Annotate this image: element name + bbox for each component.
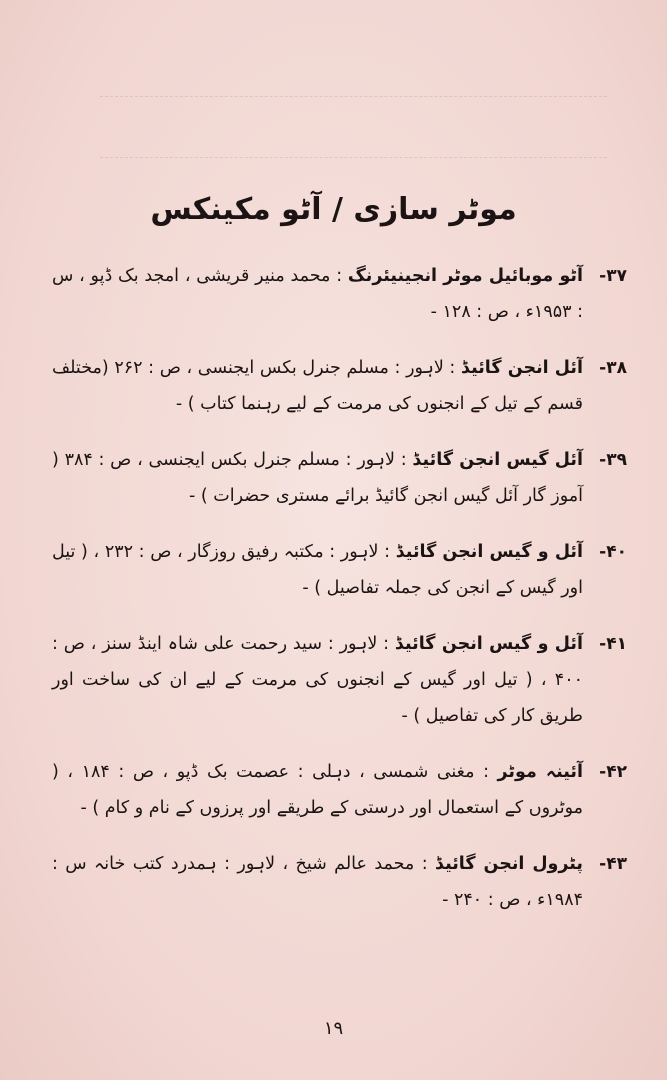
list-item xyxy=(52,626,627,734)
list-item xyxy=(52,534,627,606)
entry-details: : لاہور : سید رحمت علی شاہ اینڈ سنز ، ص : ۴۰۰ ، ( تیل اور گیس کے انجنوں کی مرمت کے لیے ان کی ساخت اور طریق کار کی تفاصیل ) - xyxy=(52,634,583,726)
entry-details: : محمد عالم شیخ ، لاہور : ہمدرد کتب خانہ س : ۱۹۸۴ء ، ص : ۲۴۰ - xyxy=(52,854,583,910)
entry-number: ۴۱- xyxy=(599,634,627,654)
entry-number: ۳۹- xyxy=(599,450,627,470)
entry-details: : لاہور : مسلم جنرل بکس ایجنسی ، ص : ۳۸۴ ( آموز گار آئل گیس انجن گائیڈ برائے مستری حضرات ) - xyxy=(52,450,583,506)
entry-details: : لاہور : مکتبہ رفیق روزگار ، ص : ۲۳۲ ، ( تیل اور گیس کے انجن کی جملہ تفاصیل ) - xyxy=(52,542,583,598)
entry-title: آئل و گیس انجن گائیڈ xyxy=(395,542,584,562)
list-item xyxy=(52,350,627,422)
list-item xyxy=(52,258,627,330)
entry-title: آئل انجن گائیڈ xyxy=(460,358,583,378)
entry-number: ۴۲- xyxy=(599,762,627,782)
page-number: ۱۹ xyxy=(323,1018,344,1039)
bleed-through-text xyxy=(100,96,607,158)
list-item xyxy=(52,442,627,514)
list-item xyxy=(52,754,627,826)
entry-title: آئل گیس انجن گائیڈ xyxy=(412,450,583,470)
entry-title: آئینہ موٹر xyxy=(497,762,583,782)
entry-details: : مغنی شمسی ، دہلی : عصمت بک ڈپو ، ص : ۱۸۴ ، ( موٹروں کے استعمال اور درستی کے طریقے اور پرزوں کے نام و کام ) - xyxy=(52,762,583,818)
entry-number: ۴۰- xyxy=(599,542,627,562)
entry-title: آئل و گیس انجن گائیڈ xyxy=(394,634,584,654)
entry-details: : محمد منیر قریشی ، امجد بک ڈپو ، س : ۱۹۵۳ء ، ص : ۱۲۸ - xyxy=(52,266,583,322)
list-item xyxy=(52,846,627,918)
page-title: موٹر سازی / آٹو مکینکس xyxy=(150,192,517,227)
entry-title: آٹو موبائیل موٹر انجینیئرنگ xyxy=(347,266,583,286)
entry-number: ۳۸- xyxy=(599,358,627,378)
bibliography-list xyxy=(52,258,627,918)
entry-title: پٹرول انجن گائیڈ xyxy=(434,854,583,874)
entry-number: ۴۳- xyxy=(599,854,627,874)
entry-number: ۳۷- xyxy=(599,266,627,286)
entry-details: : لاہور : مسلم جنرل بکس ایجنسی ، ص : ۲۶۲ (مختلف قسم کے تیل کے انجنوں کی مرمت کے لیے رہنما کتاب ) - xyxy=(52,358,583,414)
